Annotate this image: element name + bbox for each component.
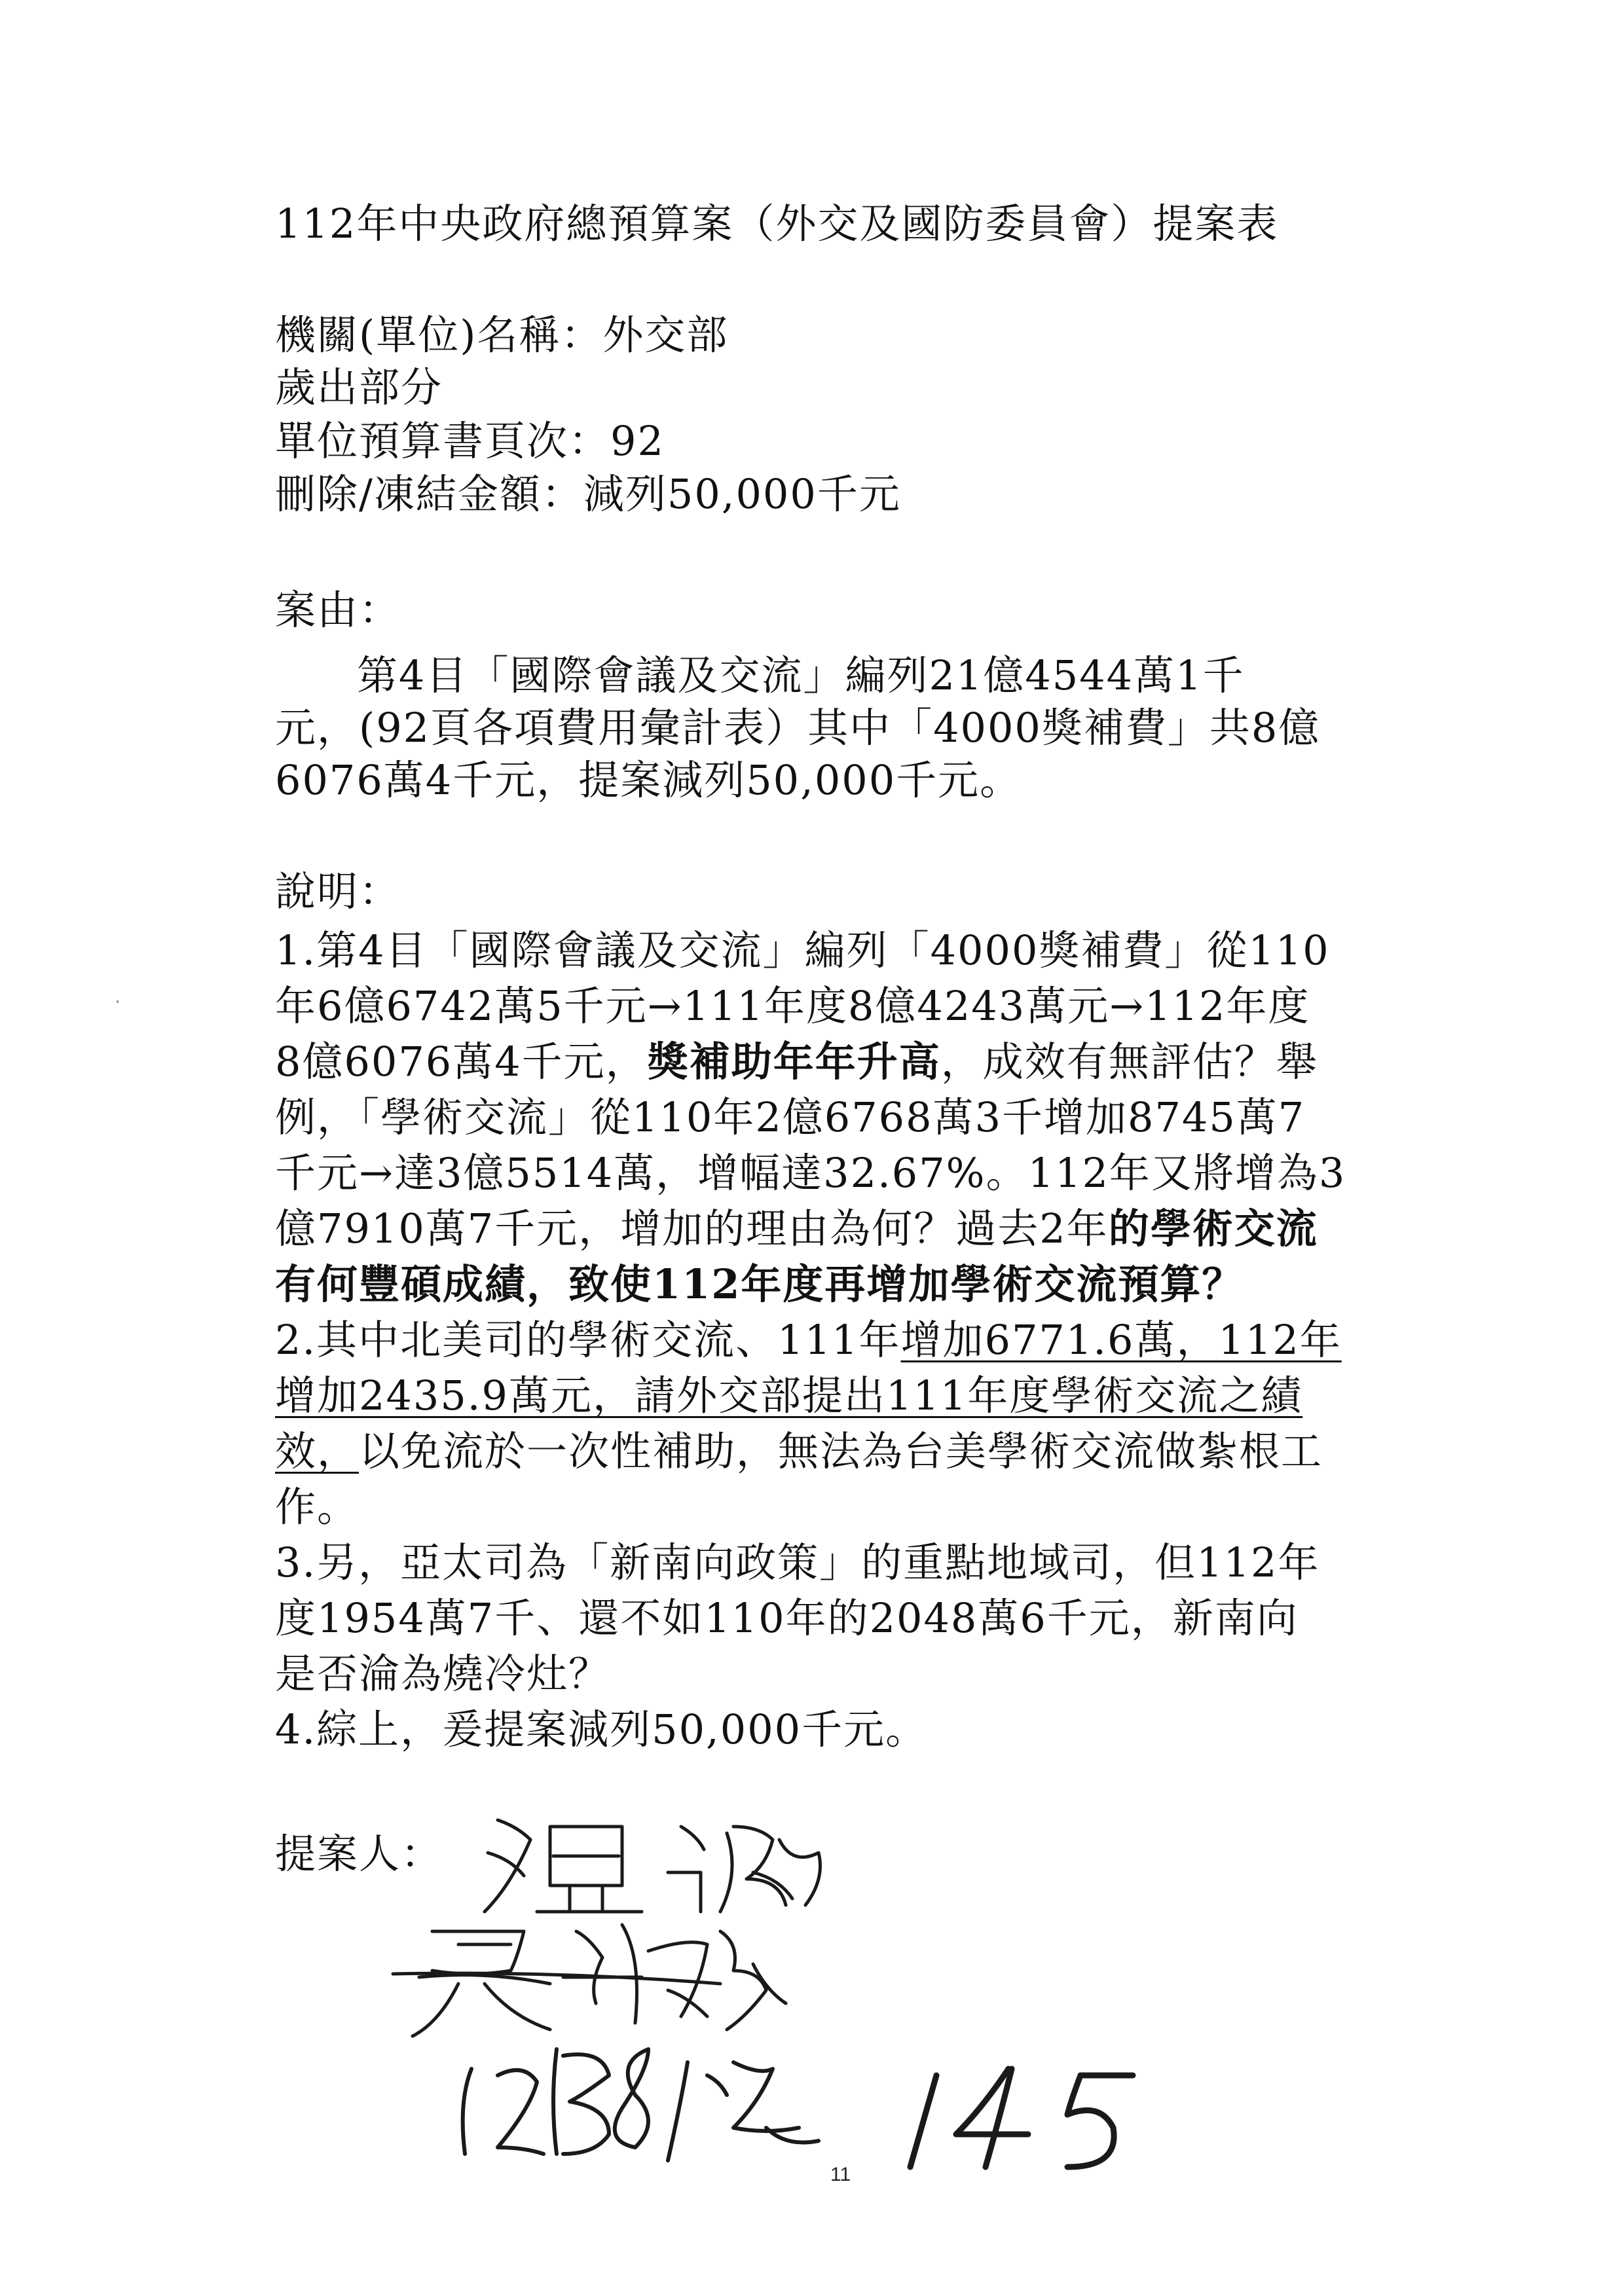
proposer-label: 提案人：	[275, 1830, 443, 1878]
reason-heading: 案由：	[275, 586, 401, 634]
signature-1	[485, 1820, 821, 1912]
explanation-point-4: 4.綜上，爰提案減列50,000千元。	[275, 1705, 928, 1753]
reason-line: 元，(92頁各項費用彙計表）其中「4000獎補費」共8億	[275, 704, 1321, 752]
agency-name: 機關(單位)名稱：外交部	[275, 311, 729, 359]
scan-artifact	[117, 1000, 119, 1003]
budget-page-reference: 單位預算書頁次：92	[275, 417, 665, 465]
budget-section: 歲出部分	[275, 363, 443, 411]
explanation-point-1: 例，「學術交流」從110年2億6768萬3千增加8745萬7	[275, 1093, 1306, 1141]
explanation-point-3: 度1954萬7千、還不如110年的2048萬6千元，新南向	[275, 1594, 1299, 1642]
text-run: ，成效有無評估？舉	[940, 1038, 1318, 1085]
explanation-heading: 說明：	[275, 867, 401, 915]
underlined-text: 效，	[275, 1427, 360, 1475]
explanation-point-3: 是否淪為燒冷灶？	[275, 1650, 611, 1698]
explanation-point-3: 3.另，亞太司為「新南向政策」的重點地域司，但112年	[275, 1539, 1320, 1586]
document-title: 112年中央政府總預算案（外交及國防委員會）提案表	[275, 200, 1279, 247]
underlined-text: 增加6771.6萬，112年	[900, 1316, 1342, 1364]
page-number: 11	[830, 2164, 851, 2185]
handwritten-number	[910, 2069, 1133, 2167]
signature-3	[463, 2049, 819, 2160]
signature-2	[393, 1925, 786, 2036]
reason-line: 第4目「國際會議及交流」編列21億4544萬1千	[357, 651, 1245, 699]
explanation-point-1: 1.第4目「國際會議及交流」編列「4000獎補費」從110	[275, 926, 1330, 974]
text-run: 8億6076萬4千元，	[275, 1038, 648, 1085]
text-run: 2.其中北美司的學術交流、111年	[275, 1316, 901, 1364]
explanation-point-1-bold: 有何豐碩成績，致使112年度再增加學術交流預算？	[275, 1260, 1244, 1308]
bold-text: 獎補助年年升高	[647, 1038, 941, 1085]
explanation-point-1: 千元→達3億5514萬，增幅達32.67%。112年又將增為3	[275, 1149, 1346, 1197]
reason-line: 6076萬4千元，提案減列50,000千元。	[275, 756, 1022, 804]
cut-amount: 刪除/凍結金額：減列50,000千元	[275, 470, 901, 518]
explanation-point-2-underlined: 增加2435.9萬元，請外交部提出111年度學術交流之績	[275, 1372, 1303, 1419]
explanation-point-1: 年6億6742萬5千元→111年度8億4243萬元→112年度	[275, 982, 1310, 1030]
text-run: 億7910萬7千元，增加的理由為何？過去2年	[275, 1205, 1109, 1252]
bold-text: 的學術交流	[1108, 1205, 1318, 1252]
text-run: 以免流於一次性補助，無法為台美學術交流做紮根工	[359, 1427, 1323, 1475]
explanation-point-2: 作。	[275, 1483, 360, 1531]
